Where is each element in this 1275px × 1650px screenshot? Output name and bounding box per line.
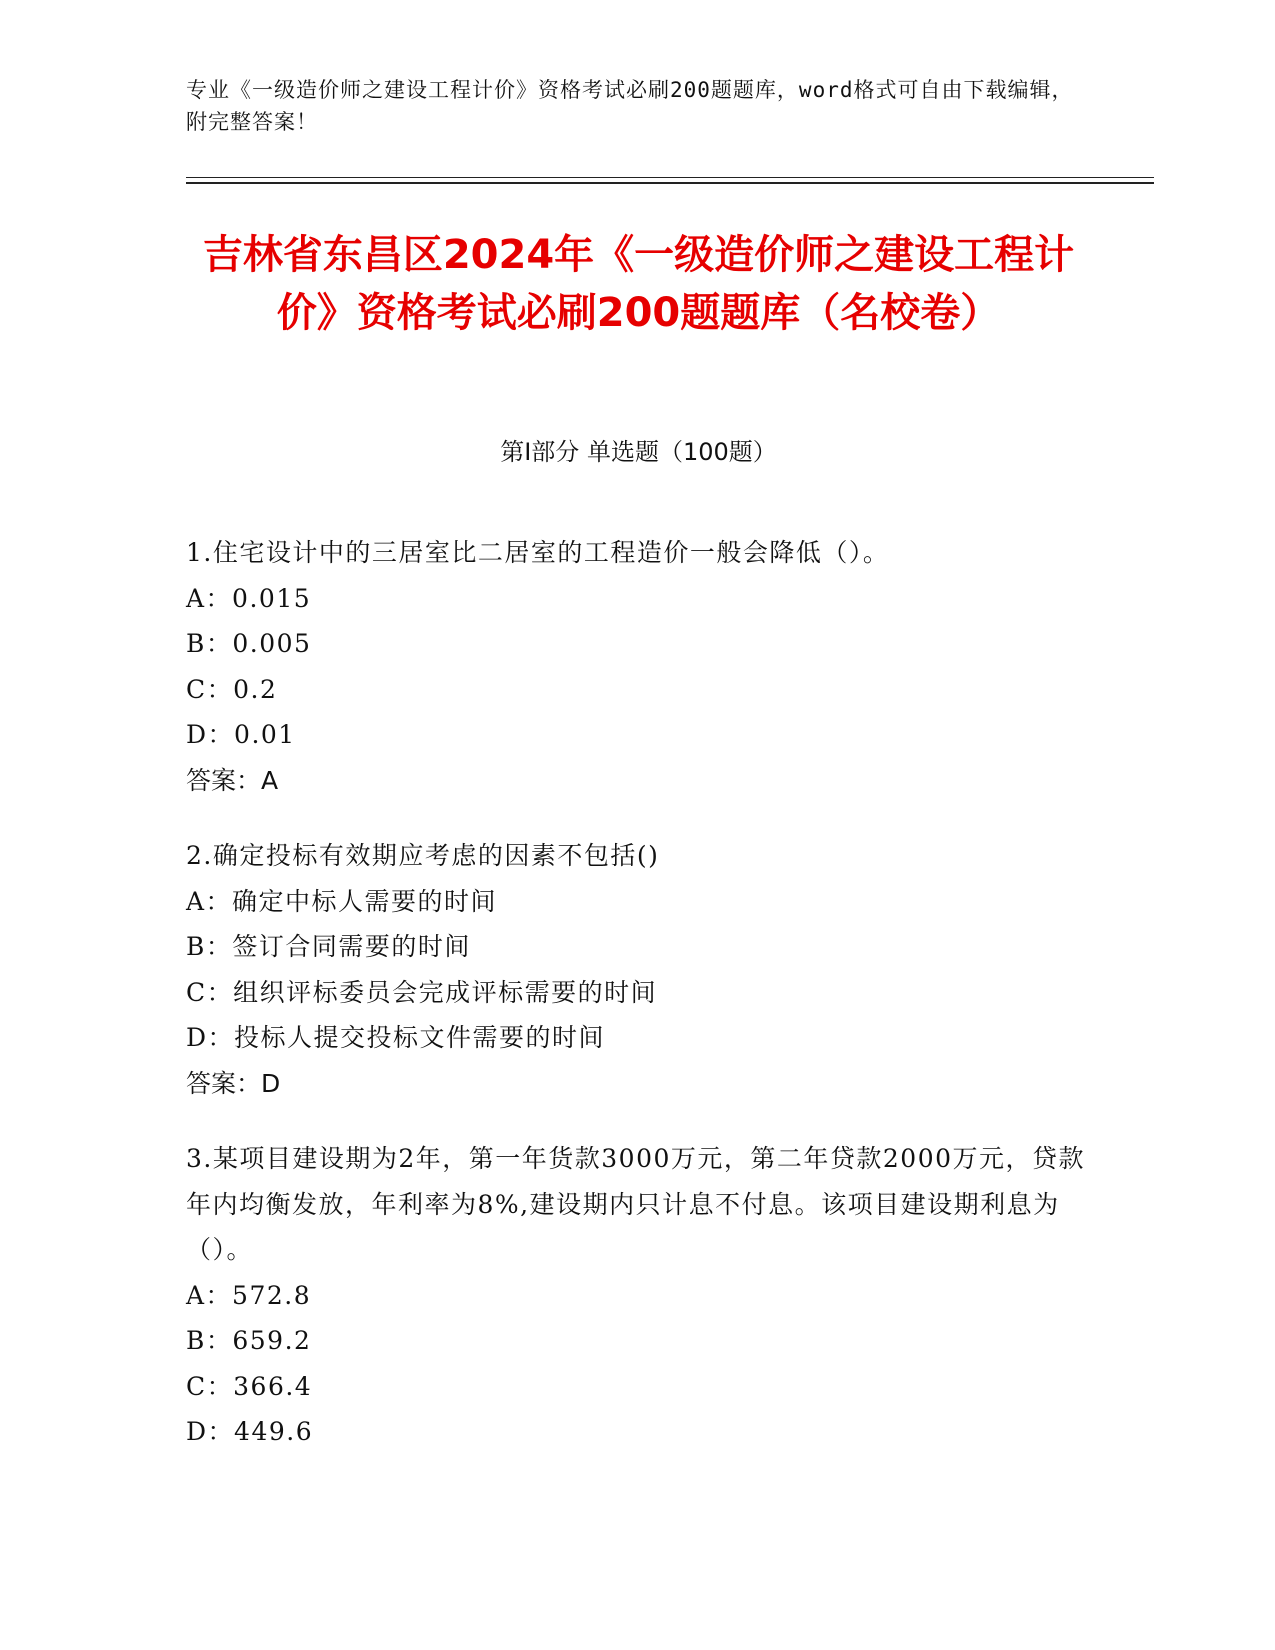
answer: 答案：A: [186, 765, 279, 795]
section-title: 第Ⅰ部分 单选题（100题）: [500, 438, 777, 466]
option-b: B：签订合同需要的时间: [186, 932, 471, 961]
option-c: C：0.2: [186, 674, 278, 704]
option-d: D：449.6: [186, 1417, 314, 1446]
document-title: 吉林省东昌区2024年《一级造价师之建设工程计价》资格考试必刷200题题库（名校卷）: [202, 232, 1075, 336]
option-b: B：659.2: [186, 1326, 312, 1355]
option-a: A：0.015: [186, 583, 312, 613]
option-c: C：组织评标委员会完成评标需要的时间: [186, 977, 658, 1007]
question-1: [186, 530, 1086, 803]
question-text: 2.确定投标有效期应考虑的因素不包括(): [186, 841, 660, 870]
option-d: D：投标人提交投标文件需要的时间: [186, 1023, 606, 1052]
question-list: [186, 530, 1086, 1485]
question-text: 1.住宅设计中的三居室比二居室的工程造价一般会降低（）。: [186, 538, 890, 567]
option-c: C：366.4: [186, 1371, 313, 1401]
question-text: 3.某项目建设期为2年，第一年货款3000万元，第二年贷款2000万元，贷款年内均衡发放，年利率为8%,建设期内只计息不付息。该项目建设期利息为（）。: [186, 1144, 1086, 1264]
option-b: B：0.005: [186, 629, 312, 658]
question-3: [186, 1136, 1086, 1455]
option-a: A：确定中标人需要的时间: [186, 886, 498, 916]
header-rule-thin: [186, 177, 1154, 178]
option-a: A：572.8: [186, 1280, 312, 1310]
answer: 答案：D: [186, 1068, 281, 1098]
header-rule-thick: [186, 182, 1154, 184]
option-d: D：0.01: [186, 720, 296, 749]
question-2: [186, 833, 1086, 1106]
header-note: 专业《一级造价师之建设工程计价》资格考试必刷200题题库，word格式可自由下载编辑，附完整答案！: [186, 78, 1074, 134]
